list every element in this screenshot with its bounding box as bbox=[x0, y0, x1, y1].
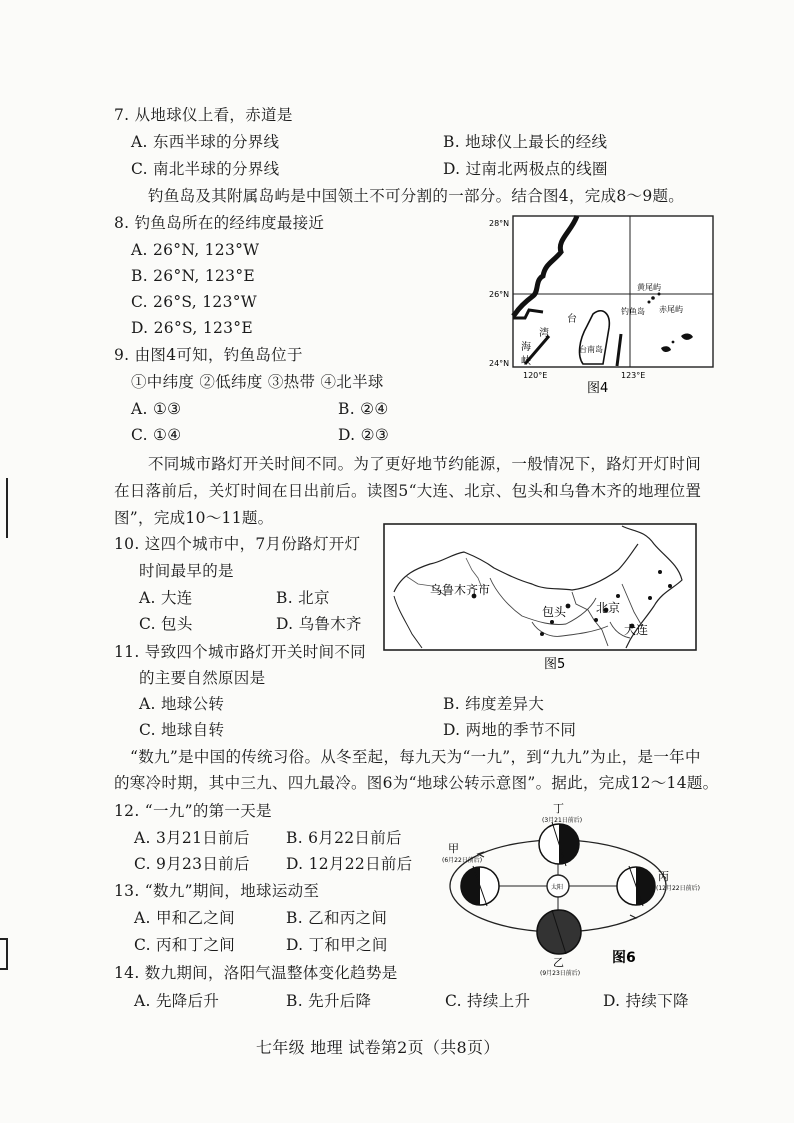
fig4-label-tai: 台 bbox=[567, 314, 577, 325]
fig4-lat-26: 26°N bbox=[489, 290, 510, 299]
q14-option-b[interactable]: B. 先升后降 bbox=[286, 992, 372, 1010]
q9-items: ①中纬度 ②低纬度 ③热带 ④北半球 bbox=[131, 373, 384, 391]
left-edge-bracket-vert bbox=[6, 938, 8, 970]
page-footer: 七年级 地理 试卷第2页（共8页） bbox=[256, 1038, 500, 1057]
q9-option-d[interactable]: D. ②③ bbox=[338, 426, 390, 444]
q14-option-a[interactable]: A. 先降后升 bbox=[134, 992, 220, 1010]
fig4-label-chiwei: 赤尾屿 bbox=[659, 305, 683, 314]
q11-option-b[interactable]: B. 纬度差异大 bbox=[443, 695, 545, 713]
fig4-label-xia: 峡 bbox=[521, 356, 531, 367]
fig5-label-dalian: 大连 bbox=[624, 623, 649, 637]
q14-option-d[interactable]: D. 持续下降 bbox=[603, 992, 689, 1010]
q10-option-c[interactable]: C. 包头 bbox=[139, 615, 193, 633]
fig6-label-yi: 乙 bbox=[553, 956, 564, 969]
q11-option-c[interactable]: C. 地球自转 bbox=[139, 721, 225, 739]
intro-shujiu-line2: 的寒冷时期，其中三九、四九最冷。图6为“地球公转示意图”。据此，完成12～14题。 bbox=[114, 774, 719, 792]
figure-4-map bbox=[485, 214, 715, 396]
fig4-label-taibei: 台南岛 bbox=[579, 345, 603, 354]
q11-stem-line1: 11. 导致四个城市路灯开关时间不同 bbox=[114, 643, 366, 661]
q8-option-c[interactable]: C. 26°S, 123°W bbox=[131, 293, 258, 311]
q13-option-c[interactable]: C. 丙和丁之间 bbox=[134, 936, 236, 954]
fig4-lon-120: 120°E bbox=[523, 371, 548, 380]
fig6-caption: 图6 bbox=[612, 950, 636, 966]
intro-diaoyu: 钓鱼岛及其附属岛屿是中国领土不可分割的一部分。结合图4，完成8～9题。 bbox=[148, 187, 685, 205]
figure-6-orbit bbox=[440, 800, 712, 978]
q8-option-d[interactable]: D. 26°S, 123°E bbox=[131, 319, 253, 337]
q8-option-a[interactable]: A. 26°N, 123°W bbox=[131, 241, 260, 259]
fig6-label-sun: 太阳 bbox=[551, 884, 564, 891]
q12-option-b[interactable]: B. 6月22日前后 bbox=[286, 829, 402, 847]
fig5-label-beijing: 北京 bbox=[596, 601, 621, 615]
q9-option-b[interactable]: B. ②④ bbox=[338, 400, 389, 418]
left-edge-mark bbox=[6, 478, 8, 538]
q14-stem: 14. 数九期间，洛阳气温整体变化趋势是 bbox=[114, 964, 398, 982]
q10-option-a[interactable]: A. 大连 bbox=[139, 589, 193, 607]
q12-stem: 12. “一九”的第一天是 bbox=[114, 802, 272, 820]
q12-option-d[interactable]: D. 12月22日前后 bbox=[286, 855, 413, 873]
q7-option-a[interactable]: A. 东西半球的分界线 bbox=[131, 133, 280, 151]
fig4-lat-24: 24°N bbox=[489, 359, 510, 368]
fig6-label-jia: 甲 bbox=[448, 842, 459, 855]
fig6-date-bing: (12月22日前后) bbox=[656, 885, 700, 892]
fig4-label-huangwei: 黄尾屿 bbox=[637, 283, 661, 292]
fig4-label-wan: 湾 bbox=[539, 328, 549, 339]
q11-option-a[interactable]: A. 地球公转 bbox=[139, 695, 225, 713]
q7-stem: 7. 从地球仪上看，赤道是 bbox=[114, 106, 293, 124]
figure-5-map bbox=[382, 522, 702, 672]
fig5-label-baotou: 包头 bbox=[542, 605, 567, 619]
q10-option-b[interactable]: B. 北京 bbox=[276, 589, 330, 607]
q7-option-b[interactable]: B. 地球仪上最长的经线 bbox=[443, 133, 608, 151]
q11-stem-line2: 的主要自然原因是 bbox=[139, 669, 266, 687]
fig6-date-ding: (3月21日前后) bbox=[542, 817, 583, 824]
q9-stem: 9. 由图4可知，钓鱼岛位于 bbox=[114, 346, 303, 364]
q7-option-c[interactable]: C. 南北半球的分界线 bbox=[131, 160, 280, 178]
q9-option-a[interactable]: A. ①③ bbox=[131, 400, 182, 418]
intro-streetlight-line1: 不同城市路灯开关时间不同。为了更好地节约能源，一般情况下，路灯开灯时间 bbox=[148, 455, 702, 473]
q10-stem-line1: 10. 这四个城市中，7月份路灯开灯 bbox=[114, 535, 361, 553]
fig4-caption: 图4 bbox=[587, 381, 609, 396]
fig4-lon-123: 123°E bbox=[621, 371, 646, 380]
q7-option-d[interactable]: D. 过南北两极点的线圈 bbox=[443, 160, 608, 178]
fig6-label-ding: 丁 bbox=[553, 802, 564, 815]
intro-streetlight-line3: 图”，完成10～11题。 bbox=[114, 509, 274, 527]
fig4-label-hai: 海 bbox=[521, 342, 531, 353]
fig6-date-yi: (9月23日前后) bbox=[540, 970, 581, 977]
fig5-caption: 图5 bbox=[544, 657, 566, 672]
q10-stem-line2: 时间最早的是 bbox=[139, 562, 234, 580]
q13-stem: 13. “数九”期间，地球运动至 bbox=[114, 882, 320, 900]
q13-option-b[interactable]: B. 乙和丙之间 bbox=[286, 909, 388, 927]
fig4-lat-28: 28°N bbox=[489, 219, 510, 228]
q12-option-c[interactable]: C. 9月23日前后 bbox=[134, 855, 250, 873]
q13-option-d[interactable]: D. 丁和甲之间 bbox=[286, 936, 388, 954]
intro-streetlight-line2: 在日落前后，关灯时间在日出前后。读图5“大连、北京、包头和乌鲁木齐的地理位置 bbox=[114, 482, 702, 500]
q14-option-c[interactable]: C. 持续上升 bbox=[445, 992, 531, 1010]
q10-option-d[interactable]: D. 乌鲁木齐 bbox=[276, 615, 362, 633]
fig4-label-diaoyu: 钓鱼岛 bbox=[621, 307, 645, 316]
fig6-date-jia: (6月22日前后) bbox=[442, 857, 483, 864]
fig6-label-bing: 丙 bbox=[658, 870, 669, 883]
left-edge-bracket-bottom bbox=[0, 968, 7, 970]
intro-shujiu-line1: “数九”是中国的传统习俗。从冬至起，每九天为“一九”，到“九九”为止，是一年中 bbox=[130, 748, 701, 766]
q9-option-c[interactable]: C. ①④ bbox=[131, 426, 182, 444]
q11-option-d[interactable]: D. 两地的季节不同 bbox=[443, 721, 577, 739]
q13-option-a[interactable]: A. 甲和乙之间 bbox=[134, 909, 235, 927]
q8-stem: 8. 钓鱼岛所在的经纬度最接近 bbox=[114, 214, 325, 232]
fig5-label-urumqi: 乌鲁木齐市 bbox=[430, 583, 491, 597]
q8-option-b[interactable]: B. 26°N, 123°E bbox=[131, 267, 255, 285]
q12-option-a[interactable]: A. 3月21日前后 bbox=[134, 829, 250, 847]
